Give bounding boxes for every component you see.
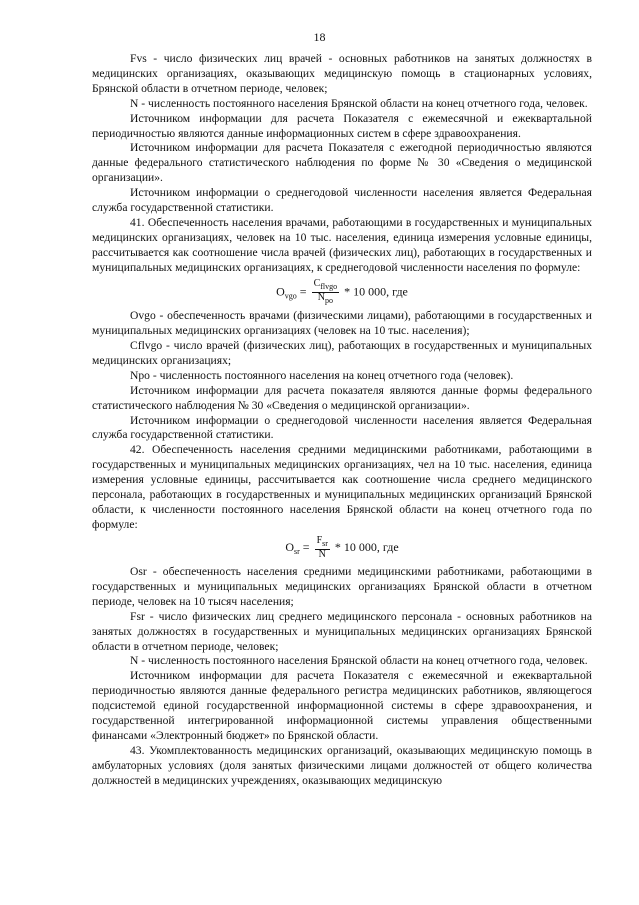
fraction-denominator-sub: po: [324, 295, 333, 305]
fraction-numerator: C: [313, 277, 321, 289]
fraction-denominator: N: [318, 548, 326, 560]
formula-lhs-sub: vgo: [284, 291, 297, 301]
formula-fraction: [312, 279, 340, 306]
formula-obespechennost-vrachami: [92, 279, 592, 307]
paragraph: Osr - обеспеченность населения средними медицинскими работниками, работающими в государственных и муниципальных медицинских организациях Брянской области в отчетном периоде, человек на 10 тысяч населения;: [92, 564, 592, 608]
paragraph: N - численность постоянного населения Брянской области на конец отчетного года, человек.: [130, 654, 588, 668]
paragraph: Источником информации для расчета Показателя с ежегодной периодичностью являются данные федерального статистического наблюдения по форме № 30 «Сведения о медицинской организации».: [92, 141, 592, 185]
paragraph: Источником информации для расчета Показателя с ежемесячной и ежеквартальной периодичностью являются данные информационных систем в сфере здравоохранения.: [92, 111, 592, 140]
fraction-numerator: F: [316, 534, 323, 546]
fraction-numerator-sub: sr: [322, 538, 328, 548]
formula-fraction: [315, 536, 330, 560]
formula-lhs-sub: sr: [294, 546, 300, 556]
paragraph: 41. Обеспеченность населения врачами, работающими в государственных и муниципальных медицинских организациях, человек на 10 тыс. населения, единица измерения условные единицы, рассчитывается как соотношение числа врачей (физических лиц), работающих в государственных и муниципальных медицинских организациях, к среднегодовой численности населения по формуле:: [92, 215, 592, 274]
equals-sign: =: [302, 539, 310, 554]
paragraph: Ovgo - обеспеченность врачами (физическими лицами), работающими в государственных и муниципальных медицинских организациях (человек на 10 тыс. населения);: [92, 309, 592, 338]
formula-tail: * 10 000, где: [334, 539, 399, 554]
formula-lhs: O: [285, 539, 294, 554]
paragraph: Источником информации для расчета Показателя с ежемесячной и ежеквартальной периодичностью являются данные федерального регистра медицинских работников, являющегося подсистемой единой государственной информационной системы в сфере здравоохранения, и государственной интегрированной информационной системы управления общественными финансами «Электронный бюджет» по Брянской области.: [92, 669, 592, 742]
formula-obespechennost-srednimi: [92, 536, 592, 562]
paragraph: Источником информации о среднегодовой численности населения является Федеральная служба государственной статистики.: [92, 186, 592, 215]
document-body: [92, 52, 592, 789]
formula-lhs: O: [276, 283, 285, 298]
paragraph: Источником информации для расчета показателя являются данные формы федерального статистического наблюдения № 30 «Сведения о медицинской организации».: [92, 383, 592, 412]
paragraph: Fsr - число физических лиц среднего медицинского персонала - основных работников на занятых должностях в государственных и муниципальных медицинских организациях Брянской области в отчетном периоде, человек;: [92, 609, 592, 653]
paragraph: Fvs - число физических лиц врачей - основных работников на занятых должностях в медицинских организациях, оказывающих медицинскую помощь в стационарных условиях, Брянской области в отчетном периоде, человек;: [92, 52, 592, 95]
fraction-denominator: N: [317, 291, 325, 303]
paragraph: Npo - численность постоянного населения на конец отчетного года (человек).: [130, 368, 514, 382]
fraction-numerator-sub: flvgo: [320, 281, 338, 291]
formula-tail: * 10 000, где: [344, 283, 408, 298]
equals-sign: =: [299, 283, 307, 298]
paragraph: 43. Укомплектованность медицинских организаций, оказывающих медицинскую помощь в амбулаторных условиях (доля занятых физическими лицами должностей от общего количества должностей в медицинских учреждениях, оказывающих медицинскую: [92, 743, 592, 787]
paragraph: Источником информации о среднегодовой численности населения является Федеральная служба государственной статистики.: [92, 413, 592, 442]
paragraph: 42. Обеспеченность населения средними медицинскими работниками, работающими в государственных и муниципальных медицинских организациях, чел на 10 тыс. населения, единица измерения условные единицы, рассчитывается как соотношение числа среднего медицинского персонала, работающих в государственных и муниципальных медицинских организаций Брянской области, к численности постоянного населения Брянской области на конец отчетного года по формуле:: [92, 443, 592, 531]
paragraph: Cflvgo - число врачей (физических лиц), работающих в государственных и муниципальных медицинских организациях;: [92, 339, 592, 367]
paragraph: N - численность постоянного населения Брянской области на конец отчетного года, человек.: [130, 96, 588, 110]
page-number: 18: [313, 30, 326, 44]
